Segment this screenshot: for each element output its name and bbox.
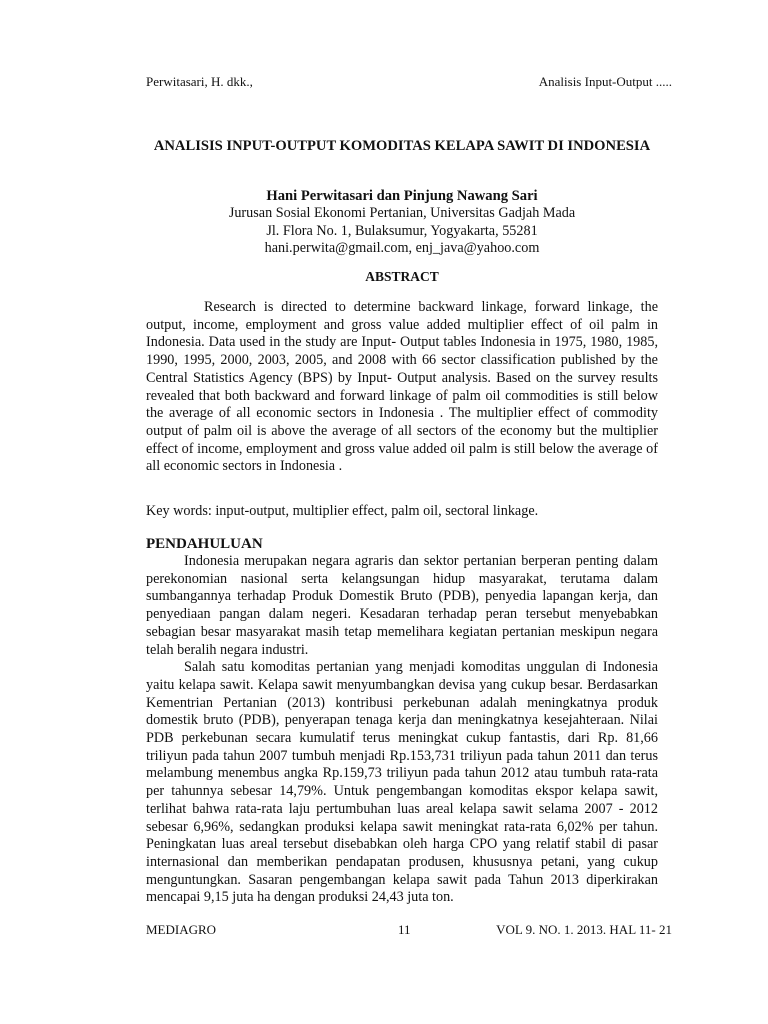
abstract-text: Research is directed to determine backward linkage, forward linkage, the output, income, employment and gross value added multiplier effect of oil palm in Indonesia. Data used in the study are Input- Output tables Indonesia in 1975, 1980, 1985, 1990, 1995, 2000, 2003, 2005, and 2008 with 66 sector classification published by the Central Statistics Agency (BPS) by Input- Output analysis. Based on the survey results revealed that both backward and forward linkage of palm oil commodities is still below the average of all economic sectors in Indonesia . The multiplier effect of commodity output of palm oil is above the average of all sectors of the economy but the multiplier effect of income, employment and gross value added oil palm is still below the average of all economic sectors in Indonesia . (146, 299, 658, 475)
affiliation-institution: Jurusan Sosial Ekonomi Pertanian, Universitas Gadjah Mada (228, 205, 576, 221)
paper-title: ANALISIS INPUT-OUTPUT KOMODITAS KELAPA SAWIT DI INDONESIA (153, 138, 651, 154)
keywords: Key words: input-output, multiplier effect, palm oil, sectoral linkage. (146, 503, 539, 519)
section-heading-introduction: PENDAHULUAN (146, 536, 263, 552)
footer-journal-name: MEDIAGRO (146, 922, 217, 937)
header-authors: Perwitasari, H. dkk., (146, 74, 253, 89)
affiliation-emails: hani.perwita@gmail.com, enj_java@yahoo.com (264, 240, 540, 256)
footer-page-number: 11 (398, 922, 411, 937)
introduction-body (146, 553, 658, 907)
affiliation-address: Jl. Flora No. 1, Bulaksumur, Yogyakarta, 55281 (266, 222, 538, 239)
footer-volume-info: VOL 9. NO. 1. 2013. HAL 11- 21 (496, 922, 672, 937)
header-short-title: Analisis Input-Output ..... (538, 74, 672, 89)
abstract-heading: ABSTRACT (365, 269, 439, 284)
author-names: Hani Perwitasari dan Pinjung Nawang Sari (266, 188, 538, 204)
introduction-paragraph-1: Indonesia merupakan negara agraris dan sektor pertanian berperan penting dalam perekonomian nasional serta kelangsungan hidup masyarakat, terutama dalam sumbangannya terhadap Produk Domestik Bruto (PDB), penyedia lapangan kerja, dan penyediaan pangan dalam negeri. Kesadaran terhadap peran tersebut menyebabkan sebagian besar masyarakat masih tetap memelihara kegiatan pertanian meskipun negara telah beralih negara industri. (146, 553, 658, 658)
affiliation-block (146, 205, 658, 258)
introduction-paragraph-2: Salah satu komoditas pertanian yang menjadi komoditas unggulan di Indonesia yaitu kelapa sawit. Kelapa sawit menyumbangkan devisa yang cukup besar. Berdasarkan Kementrian Pertanian (2013) kontribusi perkebunan adalah meningkatnya produk domestik bruto (PDB), penyerapan tenaga kerja dan meningkatnya kesejahteraan. Nilai PDB perkebunan secara kumulatif terus meningkat cukup fantastis, dari Rp. 81,66 triliyun pada tahun 2007 tumbuh menjadi Rp.153,731 triliyun pada tahun 2011 dan terus melambung menembus angka Rp.159,73 triliyun pada tahun 2012 atau tumbuh rata-rata per tahunnya sebesar 14,79%. Untuk pengembangan komoditas ekspor kelapa sawit, terlihat bahwa rata-rata laju pertumbuhan luas areal kelapa sawit selama 2007 - 2012 sebesar 6,96%, sedangkan produksi kelapa sawit meningkat rata-rata 6,02% per tahun. Peningkatan luas areal tersebut disebabkan oleh harga CPO yang relatif stabil di pasar internasional dan memberikan pendapatan produsen, khususnya petani, yang cukup menguntungkan. Sasaran pengembangan kelapa sawit pada Tahun 2013 diperkirakan mencapai 9,15 juta ha dengan produksi 24,43 juta ton. (146, 659, 658, 906)
